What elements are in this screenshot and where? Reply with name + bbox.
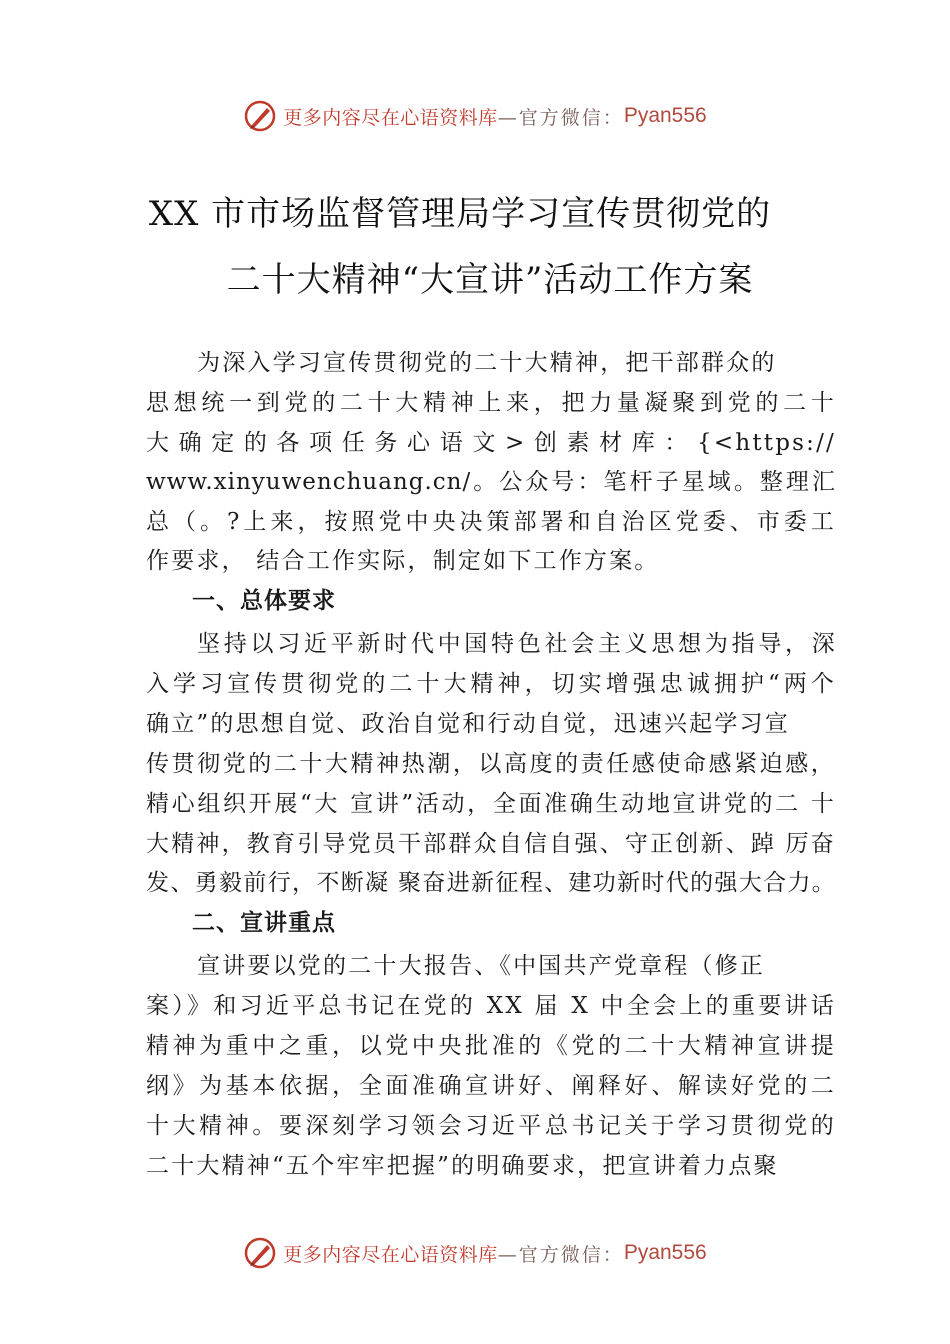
document-title-line1: XX 市市场监督管理局学习宣传贯彻党的 bbox=[148, 194, 772, 234]
paragraph-line: 作要求， 结合工作实际，制定如下工作方案。 bbox=[146, 548, 660, 574]
paragraph-line: 坚持以习近平新时代中国特色社会主义思想为指导，深 bbox=[197, 631, 837, 657]
banner-main-text: 更多内容尽在心语资料库 bbox=[283, 1243, 498, 1266]
paragraph-line: 纲》为基本依据，全面准确宣讲好、阐释好、解读好党的二 bbox=[146, 1073, 836, 1099]
paragraph-line: 大确定的各项任务心语文>创素材库：{<https:// bbox=[146, 430, 836, 456]
section-heading: 二、宣讲重点 bbox=[192, 910, 336, 936]
paragraph-line: www.xinyuwenchuang.cn/。公众号：笔杆子星域。整理汇 bbox=[146, 469, 836, 495]
paragraph-line: 十大精神。要深刻学习领会习近平总书记关于学习贯彻党的 bbox=[146, 1113, 836, 1139]
paragraph-line: 案）》和习近平总书记在党的 XX 届 X 中全会上的重要讲话 bbox=[146, 993, 836, 1019]
paragraph-line: 入学习宣传贯彻党的二十大精神，切实增强忠诚拥护“两个 bbox=[146, 671, 836, 697]
paragraph-line: 思想统一到党的二十大精神上来，把力量凝聚到党的二十 bbox=[146, 390, 836, 416]
paragraph-line: 宣讲要以党的二十大报告、《中国共产党章程（修正 bbox=[197, 953, 766, 979]
banner-sub-text: —官方微信： bbox=[497, 106, 624, 129]
document-title-line2: 二十大精神“大宣讲”活动工作方案 bbox=[226, 260, 754, 300]
paragraph-line: 精心组织开展“大 宣讲”活动，全面准确生动地宣讲党的二 十 bbox=[146, 791, 836, 817]
paragraph-line: 确立”的思想自觉、政治自觉和行动自觉，迅速兴起学习宣 bbox=[146, 711, 790, 737]
paragraph-line: 为深入学习宣传贯彻党的二十大精神，把干部群众的 bbox=[197, 350, 777, 376]
footer-banner bbox=[0, 1233, 950, 1273]
section-heading: 一、总体要求 bbox=[192, 588, 336, 614]
paragraph-line: 大精神，教育引导党员干部群众自信自强、守正创新、踔 厉奋 bbox=[146, 831, 836, 857]
pen-logo-icon bbox=[243, 1236, 277, 1270]
pen-logo-icon bbox=[243, 99, 277, 133]
header-banner bbox=[0, 96, 950, 136]
paragraph-line: 二十大精神“五个牢牢把握”的明确要求，把宣讲着力点聚 bbox=[146, 1153, 779, 1179]
paragraph-line: 传贯彻党的二十大精神热潮，以高度的责任感使命感紧迫感， bbox=[146, 751, 836, 777]
banner-main-text: 更多内容尽在心语资料库 bbox=[283, 106, 498, 129]
paragraph-line: 总（。?上来，按照党中央决策部署和自治区党委、市委工 bbox=[146, 509, 836, 535]
banner-sub-text: —官方微信： bbox=[497, 1243, 624, 1266]
paragraph-line: 精神为重中之重，以党中央批准的《党的二十大精神宣讲提 bbox=[146, 1033, 836, 1059]
paragraph-line: 发、勇毅前行，不断凝 聚奋进新征程、建功新时代的强大合力。 bbox=[146, 870, 836, 896]
banner-wechat-id: Pyan556 bbox=[623, 104, 707, 127]
banner-wechat-id: Pyan556 bbox=[623, 1241, 707, 1264]
